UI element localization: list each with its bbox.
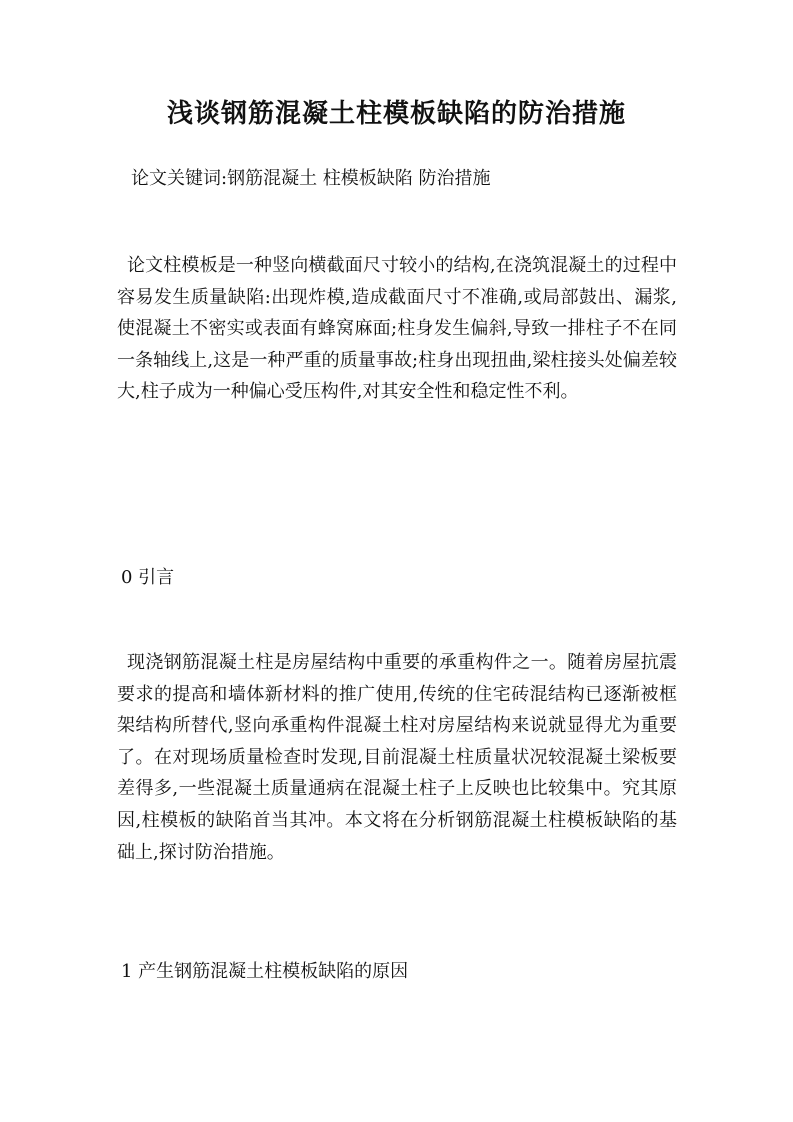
introduction-paragraph: 现浇钢筋混凝土柱是房屋结构中重要的承重构件之一。随着房屋抗震要求的提高和墙体新材料的推广使用,传统的住宅砖混结构已逐渐被框架结构所替代,竖向承重构件混凝土柱对房屋结构来说就显得尤为重要了。在对现场质量检查时发现,目前混凝土柱质量状况较混凝土梁板要差得多,一些混凝土质量通病在混凝土柱子上反映也比较集中。究其原因,柱模板的缺陷首当其冲。本文将在分析钢筋混凝土柱模板缺陷的基础上,探讨防治措施。 bbox=[117, 652, 677, 863]
document-title: 浅谈钢筋混凝土柱模板缺陷的防治措施 bbox=[166, 99, 626, 129]
section-heading-causes: 1 产生钢筋混凝土柱模板缺陷的原因 bbox=[121, 961, 409, 982]
section-heading-introduction: 0 引言 bbox=[121, 567, 175, 588]
keywords-line: 论文关键词:钢筋混凝土 柱模板缺陷 防治措施 bbox=[131, 168, 491, 189]
abstract-paragraph: 论文柱模板是一种竖向横截面尺寸较小的结构,在浇筑混凝土的过程中容易发生质量缺陷:出现炸模,造成截面尺寸不准确,或局部鼓出、漏浆,使混凝土不密实或表面有蜂窝麻面;柱身发生偏斜,导致一排柱子不在同一条轴线上,这是一种严重的质量事故;柱身出现扭曲,梁柱接头处偏差较大,柱子成为一种偏心受压构件,对其安全性和稳定性不利。 bbox=[117, 255, 677, 403]
